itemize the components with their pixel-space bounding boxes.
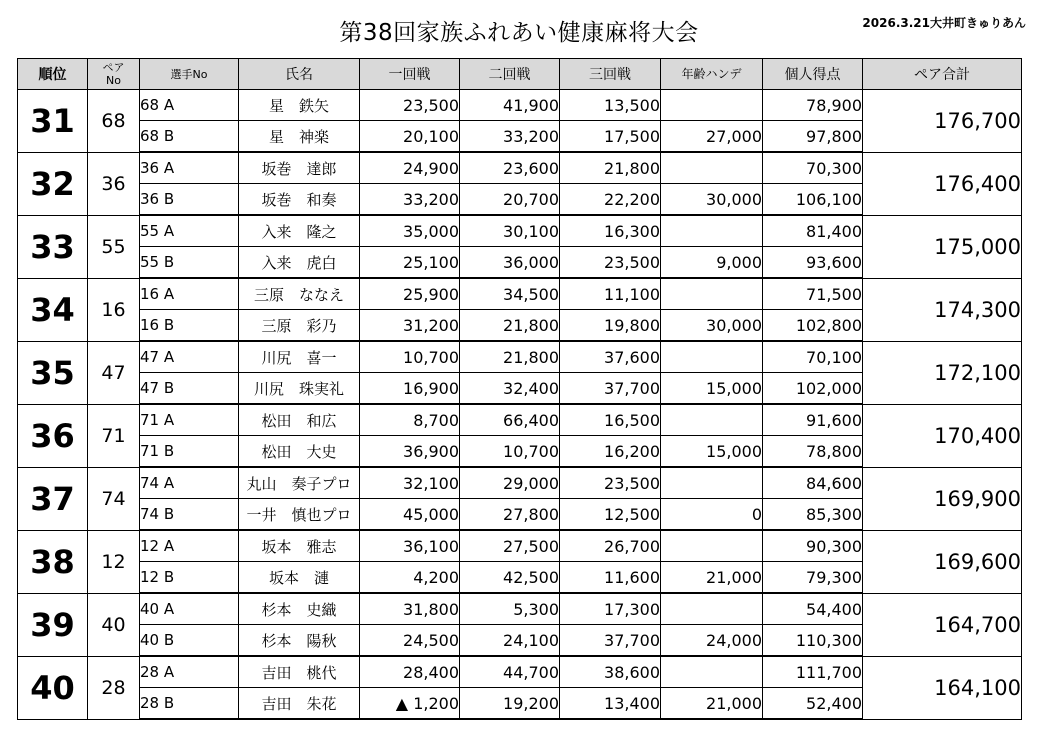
pair-total-cell: 164,100 xyxy=(863,656,1022,719)
player-no-cell: 16 A xyxy=(140,278,239,310)
player-no-cell: 47 B xyxy=(140,373,239,405)
age-handicap-cell: 21,000 xyxy=(661,688,763,720)
table-row xyxy=(18,530,1022,562)
age-handicap-cell: 30,000 xyxy=(661,310,763,342)
personal-score-cell: 84,600 xyxy=(763,467,863,499)
age-handicap-cell xyxy=(661,341,763,373)
age-handicap-cell: 9,000 xyxy=(661,247,763,279)
round3-cell: 22,200 xyxy=(560,184,661,216)
results-body xyxy=(18,90,1022,720)
round2-cell: 21,800 xyxy=(460,310,560,342)
round1-cell: 25,900 xyxy=(360,278,460,310)
round3-cell: 16,200 xyxy=(560,436,661,468)
header-pair-no xyxy=(88,59,140,90)
round3-cell: 16,300 xyxy=(560,215,661,247)
round3-cell: 16,500 xyxy=(560,404,661,436)
rank-cell: 36 xyxy=(18,404,88,467)
round2-cell: 27,800 xyxy=(460,499,560,531)
player-name-cell: 杉本 史織 xyxy=(239,593,360,625)
player-name-cell: 吉田 朱花 xyxy=(239,688,360,720)
table-row xyxy=(18,467,1022,499)
round1-cell: 20,100 xyxy=(360,121,460,153)
header-round3: 三回戦 xyxy=(560,59,661,90)
round2-cell: 36,000 xyxy=(460,247,560,279)
personal-score-cell: 102,000 xyxy=(763,373,863,405)
pair-total-cell: 172,100 xyxy=(863,341,1022,404)
table-row xyxy=(18,90,1022,121)
player-name-cell: 星 鉄矢 xyxy=(239,90,360,121)
personal-score-cell: 79,300 xyxy=(763,562,863,594)
player-no-cell: 55 B xyxy=(140,247,239,279)
player-name-cell: 杉本 陽秋 xyxy=(239,625,360,657)
rank-cell: 32 xyxy=(18,152,88,215)
personal-score-cell: 78,900 xyxy=(763,90,863,121)
pair-total-cell: 176,700 xyxy=(863,90,1022,153)
round2-cell: 23,600 xyxy=(460,152,560,184)
personal-score-cell: 78,800 xyxy=(763,436,863,468)
round2-cell: 30,100 xyxy=(460,215,560,247)
round1-cell: ▲ 1,200 xyxy=(360,688,460,720)
pair-total-cell: 169,900 xyxy=(863,467,1022,530)
header-rank: 順位 xyxy=(18,59,88,90)
personal-score-cell: 85,300 xyxy=(763,499,863,531)
round1-cell: 31,200 xyxy=(360,310,460,342)
round1-cell: 33,200 xyxy=(360,184,460,216)
age-handicap-cell xyxy=(661,593,763,625)
round3-cell: 37,700 xyxy=(560,625,661,657)
personal-score-cell: 91,600 xyxy=(763,404,863,436)
pair-no-cell: 12 xyxy=(88,530,140,593)
round1-cell: 35,000 xyxy=(360,215,460,247)
round3-cell: 17,500 xyxy=(560,121,661,153)
player-no-cell: 40 A xyxy=(140,593,239,625)
header-player-no: 選手No xyxy=(140,59,239,90)
header-round1: 一回戦 xyxy=(360,59,460,90)
age-handicap-cell: 24,000 xyxy=(661,625,763,657)
table-row xyxy=(18,215,1022,247)
player-no-cell: 36 B xyxy=(140,184,239,216)
table-row xyxy=(18,341,1022,373)
round2-cell: 33,200 xyxy=(460,121,560,153)
player-name-cell: 星 神楽 xyxy=(239,121,360,153)
player-no-cell: 36 A xyxy=(140,152,239,184)
pair-no-cell: 40 xyxy=(88,593,140,656)
personal-score-cell: 102,800 xyxy=(763,310,863,342)
pair-total-cell: 169,600 xyxy=(863,530,1022,593)
round2-cell: 34,500 xyxy=(460,278,560,310)
player-name-cell: 三原 ななえ xyxy=(239,278,360,310)
round3-cell: 37,700 xyxy=(560,373,661,405)
player-name-cell: 坂巻 和奏 xyxy=(239,184,360,216)
personal-score-cell: 106,100 xyxy=(763,184,863,216)
round2-cell: 5,300 xyxy=(460,593,560,625)
age-handicap-cell xyxy=(661,215,763,247)
player-no-cell: 28 A xyxy=(140,656,239,688)
header-round2: 二回戦 xyxy=(460,59,560,90)
round3-cell: 37,600 xyxy=(560,341,661,373)
round3-cell: 21,800 xyxy=(560,152,661,184)
player-name-cell: 三原 彩乃 xyxy=(239,310,360,342)
round2-cell: 44,700 xyxy=(460,656,560,688)
header-age-handicap: 年齢ハンデ xyxy=(661,59,763,90)
player-name-cell: 吉田 桃代 xyxy=(239,656,360,688)
rank-cell: 39 xyxy=(18,593,88,656)
round1-cell: 25,100 xyxy=(360,247,460,279)
rank-cell: 33 xyxy=(18,215,88,278)
round3-cell: 38,600 xyxy=(560,656,661,688)
table-row xyxy=(18,278,1022,310)
page-title: 第38回家族ふれあい健康麻将大会 xyxy=(339,20,699,46)
player-name-cell: 丸山 奏子プロ xyxy=(239,467,360,499)
round1-cell: 16,900 xyxy=(360,373,460,405)
round3-cell: 19,800 xyxy=(560,310,661,342)
player-no-cell: 71 B xyxy=(140,436,239,468)
player-name-cell: 坂本 雅志 xyxy=(239,530,360,562)
player-name-cell: 川尻 喜一 xyxy=(239,341,360,373)
pair-total-cell: 175,000 xyxy=(863,215,1022,278)
personal-score-cell: 70,300 xyxy=(763,152,863,184)
header-pair-no-line1: ペア xyxy=(102,61,125,74)
personal-score-cell: 110,300 xyxy=(763,625,863,657)
player-no-cell: 12 B xyxy=(140,562,239,594)
player-name-cell: 松田 和広 xyxy=(239,404,360,436)
round2-cell: 42,500 xyxy=(460,562,560,594)
age-handicap-cell xyxy=(661,278,763,310)
round3-cell: 11,100 xyxy=(560,278,661,310)
round1-cell: 10,700 xyxy=(360,341,460,373)
pair-no-cell: 16 xyxy=(88,278,140,341)
round1-cell: 36,100 xyxy=(360,530,460,562)
rank-cell: 35 xyxy=(18,341,88,404)
rank-cell: 37 xyxy=(18,467,88,530)
player-no-cell: 71 A xyxy=(140,404,239,436)
player-no-cell: 74 B xyxy=(140,499,239,531)
pair-total-cell: 170,400 xyxy=(863,404,1022,467)
table-row xyxy=(18,404,1022,436)
age-handicap-cell xyxy=(661,404,763,436)
age-handicap-cell: 27,000 xyxy=(661,121,763,153)
event-date-venue: 2026.3.21大井町きゅりあん xyxy=(862,16,1026,30)
round1-cell: 45,000 xyxy=(360,499,460,531)
round3-cell: 13,400 xyxy=(560,688,661,720)
pair-total-cell: 174,300 xyxy=(863,278,1022,341)
pair-no-cell: 55 xyxy=(88,215,140,278)
player-name-cell: 松田 大史 xyxy=(239,436,360,468)
table-row xyxy=(18,152,1022,184)
round3-cell: 17,300 xyxy=(560,593,661,625)
age-handicap-cell: 0 xyxy=(661,499,763,531)
pair-no-cell: 74 xyxy=(88,467,140,530)
round1-cell: 36,900 xyxy=(360,436,460,468)
header-pair-no-line2: No xyxy=(106,74,121,87)
player-no-cell: 68 A xyxy=(140,90,239,121)
age-handicap-cell xyxy=(661,530,763,562)
age-handicap-cell: 15,000 xyxy=(661,373,763,405)
pair-no-cell: 68 xyxy=(88,90,140,153)
player-no-cell: 68 B xyxy=(140,121,239,153)
personal-score-cell: 52,400 xyxy=(763,688,863,720)
player-no-cell: 40 B xyxy=(140,625,239,657)
round2-cell: 19,200 xyxy=(460,688,560,720)
round3-cell: 11,600 xyxy=(560,562,661,594)
personal-score-cell: 54,400 xyxy=(763,593,863,625)
header-pair-total: ペア合計 xyxy=(863,59,1022,90)
round1-cell: 24,500 xyxy=(360,625,460,657)
pair-no-cell: 71 xyxy=(88,404,140,467)
age-handicap-cell: 30,000 xyxy=(661,184,763,216)
personal-score-cell: 90,300 xyxy=(763,530,863,562)
round3-cell: 12,500 xyxy=(560,499,661,531)
round2-cell: 32,400 xyxy=(460,373,560,405)
rank-cell: 40 xyxy=(18,656,88,719)
player-no-cell: 47 A xyxy=(140,341,239,373)
pair-total-cell: 176,400 xyxy=(863,152,1022,215)
round3-cell: 23,500 xyxy=(560,247,661,279)
round1-cell: 31,800 xyxy=(360,593,460,625)
personal-score-cell: 111,700 xyxy=(763,656,863,688)
table-row xyxy=(18,656,1022,688)
results-table xyxy=(17,58,1022,720)
age-handicap-cell: 15,000 xyxy=(661,436,763,468)
age-handicap-cell: 21,000 xyxy=(661,562,763,594)
player-name-cell: 坂本 漣 xyxy=(239,562,360,594)
header-row xyxy=(18,59,1022,90)
round2-cell: 41,900 xyxy=(460,90,560,121)
round3-cell: 13,500 xyxy=(560,90,661,121)
personal-score-cell: 70,100 xyxy=(763,341,863,373)
player-no-cell: 74 A xyxy=(140,467,239,499)
personal-score-cell: 81,400 xyxy=(763,215,863,247)
player-no-cell: 16 B xyxy=(140,310,239,342)
round2-cell: 66,400 xyxy=(460,404,560,436)
age-handicap-cell xyxy=(661,90,763,121)
round2-cell: 27,500 xyxy=(460,530,560,562)
player-name-cell: 入来 虎白 xyxy=(239,247,360,279)
pair-no-cell: 36 xyxy=(88,152,140,215)
round3-cell: 26,700 xyxy=(560,530,661,562)
player-name-cell: 川尻 珠実礼 xyxy=(239,373,360,405)
rank-cell: 34 xyxy=(18,278,88,341)
personal-score-cell: 71,500 xyxy=(763,278,863,310)
round1-cell: 23,500 xyxy=(360,90,460,121)
round2-cell: 24,100 xyxy=(460,625,560,657)
personal-score-cell: 97,800 xyxy=(763,121,863,153)
round1-cell: 4,200 xyxy=(360,562,460,594)
pair-no-cell: 47 xyxy=(88,341,140,404)
pair-no-cell: 28 xyxy=(88,656,140,719)
player-name-cell: 入来 隆之 xyxy=(239,215,360,247)
player-name-cell: 坂巻 達郎 xyxy=(239,152,360,184)
round1-cell: 24,900 xyxy=(360,152,460,184)
table-row xyxy=(18,593,1022,625)
round1-cell: 8,700 xyxy=(360,404,460,436)
rank-cell: 38 xyxy=(18,530,88,593)
age-handicap-cell xyxy=(661,656,763,688)
round2-cell: 29,000 xyxy=(460,467,560,499)
header-personal-score: 個人得点 xyxy=(763,59,863,90)
rank-cell: 31 xyxy=(18,90,88,153)
round2-cell: 20,700 xyxy=(460,184,560,216)
round1-cell: 32,100 xyxy=(360,467,460,499)
round2-cell: 10,700 xyxy=(460,436,560,468)
player-no-cell: 55 A xyxy=(140,215,239,247)
personal-score-cell: 93,600 xyxy=(763,247,863,279)
pair-total-cell: 164,700 xyxy=(863,593,1022,656)
round1-cell: 28,400 xyxy=(360,656,460,688)
player-name-cell: 一井 慎也プロ xyxy=(239,499,360,531)
age-handicap-cell xyxy=(661,467,763,499)
round2-cell: 21,800 xyxy=(460,341,560,373)
age-handicap-cell xyxy=(661,152,763,184)
round3-cell: 23,500 xyxy=(560,467,661,499)
player-no-cell: 12 A xyxy=(140,530,239,562)
header-name: 氏名 xyxy=(239,59,360,90)
player-no-cell: 28 B xyxy=(140,688,239,720)
